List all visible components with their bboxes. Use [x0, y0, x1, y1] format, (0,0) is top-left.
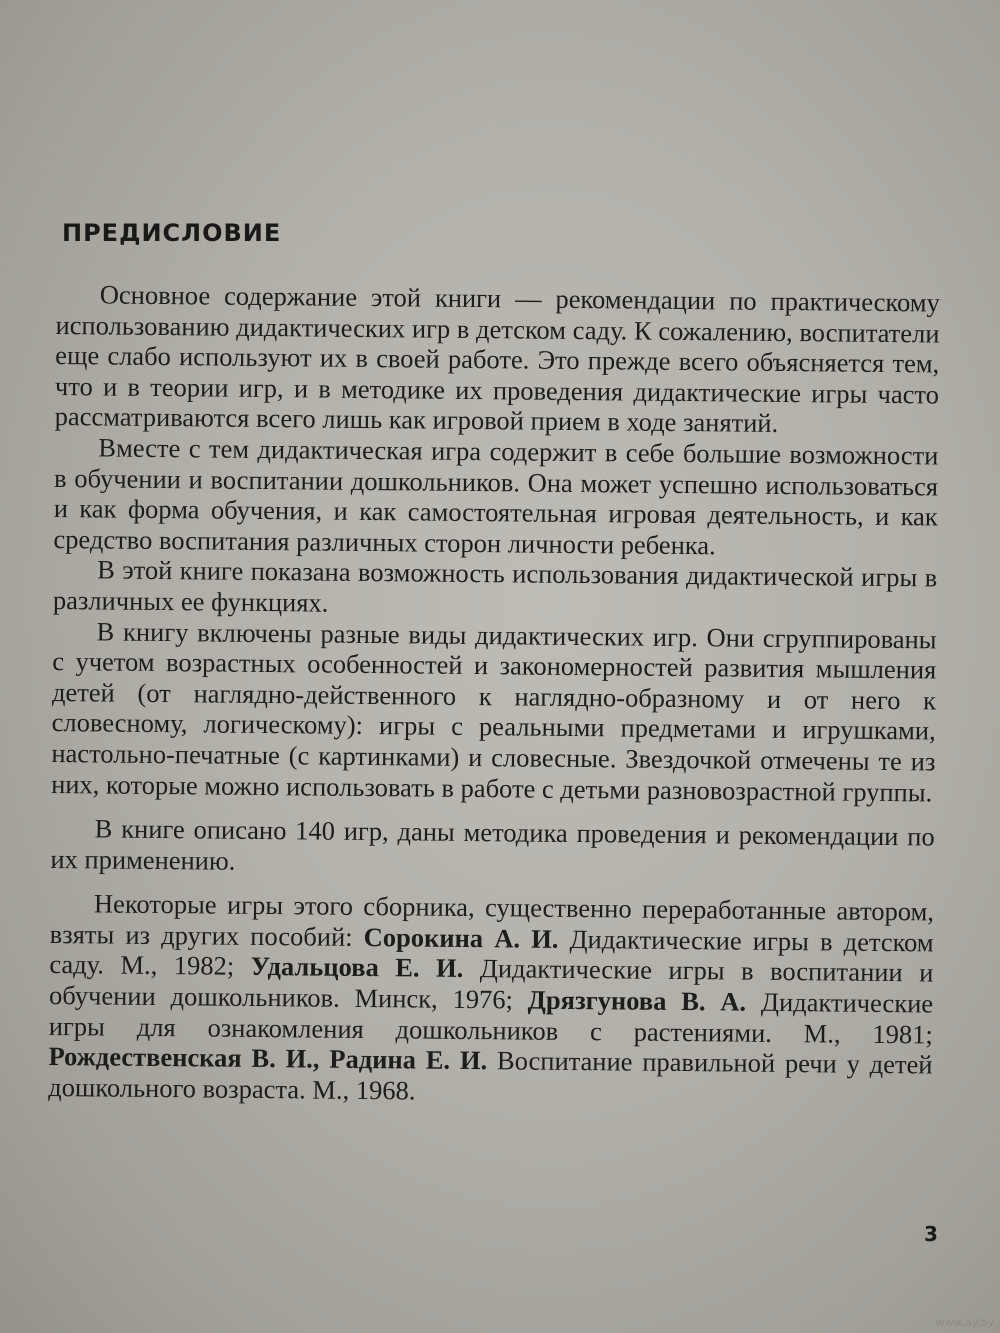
- paragraph-sources: [48, 888, 934, 1111]
- paragraph-main-content: Основное содержание этой книги — рекомендации по практическому использованию дидактических игр в детском саду. К сожалению, воспитатели еще слабо используют их в своей работе. Это прежде всего объясняется тем, что и в теории игр, и в методике их проведения дидактические игры часто рассматриваются всего лишь как игровой прием в ходе занятий.: [54, 279, 940, 439]
- watermark: www.ay.by: [935, 1316, 994, 1329]
- source-title: Воспитание правильной речи у детей дошкольного возраста. М., 1968.: [48, 1045, 933, 1106]
- paragraph-game-count: В книге описано 140 игр, даны методика проведения и рекомендации по их применению.: [50, 813, 935, 876]
- page-title: ПРЕДИСЛОВИЕ: [62, 219, 282, 247]
- sources-intro: Некоторые игры этого сборника, существенно переработанные автором, взяты из других пособий:: [49, 888, 935, 952]
- paragraph-didactic-game: Вместе с тем дидактическая игра содержит в себе большие возможности в обучении и воспитании дошкольников. Она может успешно использоваться и как форма обучения, и как самостоятельная игровая деятельность, и как средство воспитания различных сторон личности ребенка.: [53, 432, 939, 561]
- source-title: Дидактические игры в детском саду. М., 1982;: [49, 923, 934, 982]
- source-author: Дрязгунова В. А.: [527, 984, 747, 1017]
- source-author: Удальцова Е. И.: [250, 951, 464, 984]
- paragraph-book-shows: В этой книге показана возможность использования дидактической игры в различных ее функциях.: [52, 554, 938, 618]
- source-author: Рождественская В. И., Радина Е. И.: [48, 1041, 488, 1076]
- preface-text: [48, 279, 940, 1111]
- paragraph-game-types: В книгу включены разные виды дидактических игр. Они сгруппированы с учетом возрастных особенностей и закономерностей развития мышления детей (от наглядно-действенного к наглядно-образному и от него к словесному, логическому): игры с реальными предметами и игрушками, настольно-печатные (с картинками) и словесные. Звездочкой отмечены те из них, которые можно использовать в работе с детьми разновозрастной группы.: [51, 615, 937, 807]
- source-author: Сорокина А. И.: [363, 921, 559, 954]
- source-title: Дидактические игры для ознакомления дошкольников с растениями. М., 1981;: [48, 986, 934, 1050]
- source-title: Дидактические игры в воспитании и обучении дошкольников. Минск, 1976;: [48, 953, 934, 1015]
- page-number: 3: [924, 1222, 938, 1246]
